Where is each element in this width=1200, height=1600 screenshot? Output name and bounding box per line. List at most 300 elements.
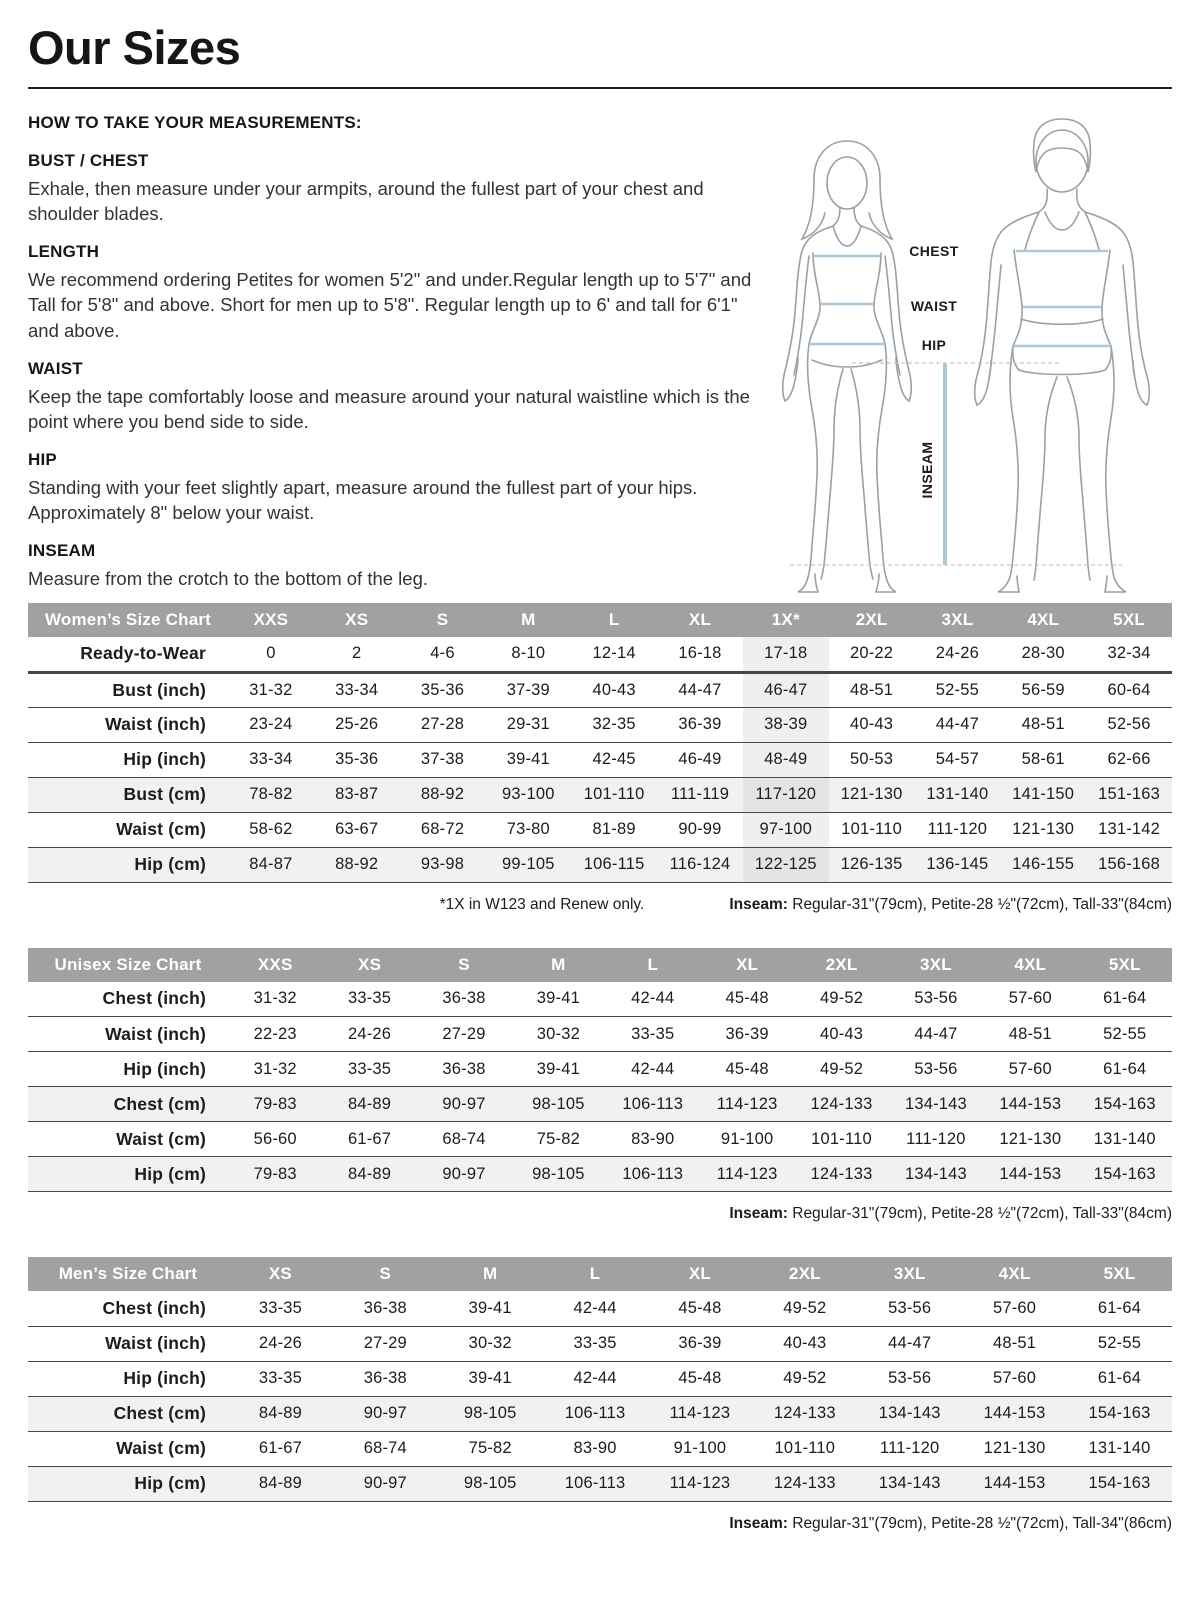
table-cell: 40-43 [794, 1017, 888, 1052]
section-title: HIP [28, 450, 57, 470]
row-label: Hip (inch) [28, 1052, 228, 1087]
table-row [28, 1396, 1172, 1431]
table-cell: 36-38 [333, 1291, 438, 1326]
table-cell: 44-47 [889, 1017, 983, 1052]
table-cell: 111-119 [657, 777, 743, 812]
section-title: LENGTH [28, 242, 100, 262]
table-cell: 144-153 [983, 1157, 1077, 1192]
table-cell: 88-92 [400, 777, 486, 812]
table-cell: 121-130 [1000, 812, 1086, 847]
table-cell: 144-153 [962, 1396, 1067, 1431]
table-cell: 52-56 [1086, 707, 1172, 742]
table-cell: 27-29 [333, 1326, 438, 1361]
table-cell: 134-143 [857, 1396, 962, 1431]
column-header: 1X* [743, 603, 829, 637]
table-cell: 121-130 [829, 777, 915, 812]
inseam-values: Regular-31"(79cm), Petite-28 ½"(72cm), Tall-33"(84cm) [787, 1205, 1172, 1222]
column-header: XS [322, 948, 416, 982]
table-cell: 106-113 [606, 1157, 700, 1192]
column-header: L [543, 1257, 648, 1291]
column-header: S [333, 1257, 438, 1291]
table-cell: 30-32 [438, 1326, 543, 1361]
table-cell: 39-41 [438, 1291, 543, 1326]
table-cell: 91-100 [648, 1431, 753, 1466]
table-cell: 58-62 [228, 812, 314, 847]
table-cell: 44-47 [657, 672, 743, 707]
column-header: M [438, 1257, 543, 1291]
table-cell: 44-47 [915, 707, 1001, 742]
table-cell: 57-60 [962, 1291, 1067, 1326]
table-row [28, 1087, 1172, 1122]
table-cell: 29-31 [485, 707, 571, 742]
table-cell: 98-105 [511, 1157, 605, 1192]
table-cell: 8-10 [485, 637, 571, 672]
table-cell: 57-60 [983, 982, 1077, 1017]
table-cell: 141-150 [1000, 777, 1086, 812]
table-cell: 36-38 [417, 982, 511, 1017]
table-cell: 33-35 [228, 1361, 333, 1396]
table-row [28, 777, 1172, 812]
measurement-section [28, 242, 773, 342]
table-cell: 54-57 [915, 742, 1001, 777]
table-title: Unisex Size Chart [28, 948, 228, 982]
table-cell: 68-72 [400, 812, 486, 847]
table-cell: 121-130 [983, 1122, 1077, 1157]
table-cell: 40-43 [752, 1326, 857, 1361]
table-cell: 36-38 [333, 1361, 438, 1396]
table-cell: 106-113 [543, 1396, 648, 1431]
table-cell: 68-74 [333, 1431, 438, 1466]
table-cell: 73-80 [485, 812, 571, 847]
table-cell: 53-56 [889, 1052, 983, 1087]
row-label: Waist (inch) [28, 1017, 228, 1052]
row-label: Hip (cm) [28, 1157, 228, 1192]
instructions-column [28, 113, 773, 592]
column-header: XXS [228, 948, 322, 982]
table-cell: 117-120 [743, 777, 829, 812]
table-cell: 33-35 [322, 982, 416, 1017]
column-header: XXS [228, 603, 314, 637]
table-cell: 68-74 [417, 1122, 511, 1157]
table-cell: 101-110 [829, 812, 915, 847]
table-cell: 45-48 [700, 982, 794, 1017]
table-cell: 146-155 [1000, 847, 1086, 882]
inseam-values: Regular-31"(79cm), Petite-28 ½"(72cm), Tall-33"(84cm) [787, 895, 1172, 913]
column-header: 3XL [915, 603, 1001, 637]
inseam-footnote [729, 896, 1172, 914]
table-row [28, 982, 1172, 1017]
table-cell: 49-52 [752, 1291, 857, 1326]
table-cell: 131-140 [915, 777, 1001, 812]
table-cell: 98-105 [511, 1087, 605, 1122]
section-body: Standing with your feet slightly apart, measure around the fullest part of your hips. Approximately 8" below your waist. [28, 477, 698, 524]
table-cell: 35-36 [400, 672, 486, 707]
table-cell: 90-97 [333, 1396, 438, 1431]
table-row [28, 742, 1172, 777]
column-header: XL [648, 1257, 753, 1291]
measurement-section [28, 541, 773, 591]
chest-label: CHEST [909, 243, 959, 259]
table-cell: 35-36 [314, 742, 400, 777]
column-header: 5XL [1078, 948, 1172, 982]
table-cell: 75-82 [511, 1122, 605, 1157]
table-cell: 37-38 [400, 742, 486, 777]
waist-label: WAIST [910, 298, 958, 314]
table-cell: 45-48 [648, 1291, 753, 1326]
table-cell: 40-43 [829, 707, 915, 742]
table-cell: 48-51 [962, 1326, 1067, 1361]
table-cell: 131-140 [1078, 1122, 1172, 1157]
table-row [28, 672, 1172, 707]
row-label: Chest (inch) [28, 982, 228, 1017]
header-row [28, 1257, 1172, 1291]
table-cell: 124-133 [794, 1087, 888, 1122]
inseam-label: Inseam: [729, 1514, 788, 1532]
table-cell: 56-59 [1000, 672, 1086, 707]
row-label: Waist (inch) [28, 1326, 228, 1361]
row-label: Chest (inch) [28, 1291, 228, 1326]
table-cell: 4-6 [400, 637, 486, 672]
table-cell: 44-47 [857, 1326, 962, 1361]
table-cell: 48-49 [743, 742, 829, 777]
table-cell: 106-113 [543, 1466, 648, 1501]
table-cell: 53-56 [889, 982, 983, 1017]
table-cell: 42-44 [606, 982, 700, 1017]
table-row [28, 637, 1172, 672]
row-label: Bust (inch) [28, 672, 228, 707]
table-cell: 114-123 [648, 1396, 753, 1431]
table-cell: 46-47 [743, 672, 829, 707]
table-cell: 98-105 [438, 1396, 543, 1431]
table-cell: 101-110 [571, 777, 657, 812]
measurement-section [28, 359, 773, 434]
inseam-label: Inseam: [729, 895, 788, 913]
inseam-label: Inseam: [729, 1205, 788, 1222]
row-label: Chest (cm) [28, 1396, 228, 1431]
table-cell: 154-163 [1078, 1087, 1172, 1122]
table-cell: 39-41 [511, 1052, 605, 1087]
table-cell: 91-100 [700, 1122, 794, 1157]
table-footnote [28, 1205, 1172, 1223]
column-header: L [606, 948, 700, 982]
inseam-footnote [729, 1515, 1172, 1533]
table-cell: 60-64 [1086, 672, 1172, 707]
table-row [28, 707, 1172, 742]
table-cell: 84-89 [322, 1157, 416, 1192]
table-cell: 154-163 [1067, 1466, 1172, 1501]
size-table [28, 603, 1172, 883]
section-body: Measure from the crotch to the bottom of the leg. [28, 568, 429, 590]
table-cell: 61-64 [1067, 1361, 1172, 1396]
table-cell: 134-143 [889, 1087, 983, 1122]
body-figures-illustration [742, 113, 1172, 595]
table-cell: 124-133 [752, 1396, 857, 1431]
header-row [28, 948, 1172, 982]
table-cell: 93-100 [485, 777, 571, 812]
table-cell: 111-120 [915, 812, 1001, 847]
table-cell: 124-133 [752, 1466, 857, 1501]
table-cell: 22-23 [228, 1017, 322, 1052]
table-cell: 61-64 [1078, 1052, 1172, 1087]
column-header: 3XL [889, 948, 983, 982]
table-cell: 30-32 [511, 1017, 605, 1052]
table-row [28, 1291, 1172, 1326]
table-cell: 33-34 [314, 672, 400, 707]
table-row [28, 1157, 1172, 1192]
table-cell: 131-140 [1067, 1431, 1172, 1466]
table-cell: 38-39 [743, 707, 829, 742]
table-cell: 56-60 [228, 1122, 322, 1157]
table-cell: 151-163 [1086, 777, 1172, 812]
table-cell: 45-48 [648, 1361, 753, 1396]
hip-label: HIP [921, 337, 947, 353]
table-cell: 111-120 [857, 1431, 962, 1466]
column-header: L [571, 603, 657, 637]
table-cell: 12-14 [571, 637, 657, 672]
row-label: Hip (cm) [28, 1466, 228, 1501]
table-cell: 57-60 [983, 1052, 1077, 1087]
column-header: M [485, 603, 571, 637]
inseam-footnote [729, 1205, 1172, 1223]
table-cell: 97-100 [743, 812, 829, 847]
inseam-values: Regular-31"(79cm), Petite-28 ½"(72cm), Tall-34"(86cm) [787, 1514, 1172, 1532]
table-cell: 144-153 [962, 1466, 1067, 1501]
table-cell: 48-51 [829, 672, 915, 707]
table-cell: 48-51 [1000, 707, 1086, 742]
table-cell: 114-123 [700, 1087, 794, 1122]
row-label: Waist (cm) [28, 1122, 228, 1157]
table-cell: 36-39 [700, 1017, 794, 1052]
table-cell: 42-44 [543, 1291, 648, 1326]
table-cell: 106-113 [606, 1087, 700, 1122]
table-cell: 79-83 [228, 1087, 322, 1122]
row-label: Chest (cm) [28, 1087, 228, 1122]
table-cell: 84-87 [228, 847, 314, 882]
page-title: Our Sizes [28, 21, 241, 74]
header-row [28, 603, 1172, 637]
table-cell: 46-49 [657, 742, 743, 777]
table-cell: 134-143 [889, 1157, 983, 1192]
table-cell: 52-55 [915, 672, 1001, 707]
table-row [28, 847, 1172, 882]
table-cell: 61-67 [322, 1122, 416, 1157]
table-row [28, 1122, 1172, 1157]
table-row [28, 812, 1172, 847]
column-header: 5XL [1086, 603, 1172, 637]
table-cell: 33-35 [322, 1052, 416, 1087]
table-cell: 33-35 [228, 1291, 333, 1326]
table-cell: 27-29 [417, 1017, 511, 1052]
table-cell: 93-98 [400, 847, 486, 882]
table-cell: 31-32 [228, 1052, 322, 1087]
section-body: We recommend ordering Petites for women 5'2" and under.Regular length up to 5'7" and Tall for 5'8" and above. Short for men up to 5'8". Regular length up to 6' and tall for 6'1" and above. [28, 269, 752, 341]
table-row [28, 1017, 1172, 1052]
table-cell: 52-55 [1078, 1017, 1172, 1052]
section-title: WAIST [28, 358, 83, 378]
table-cell: 0 [228, 637, 314, 672]
title-divider [28, 87, 1172, 89]
table-cell: 61-64 [1078, 982, 1172, 1017]
size-table [28, 948, 1172, 1193]
table-cell: 134-143 [857, 1466, 962, 1501]
column-header: 2XL [752, 1257, 857, 1291]
table-cell: 83-87 [314, 777, 400, 812]
row-label: Waist (cm) [28, 812, 228, 847]
table-cell: 78-82 [228, 777, 314, 812]
row-label: Waist (inch) [28, 707, 228, 742]
table-row [28, 1466, 1172, 1501]
female-figure-outline [783, 141, 912, 592]
table-cell: 81-89 [571, 812, 657, 847]
row-label: Bust (cm) [28, 777, 228, 812]
table-cell: 98-105 [438, 1466, 543, 1501]
table-cell: 24-26 [915, 637, 1001, 672]
table-cell: 32-34 [1086, 637, 1172, 672]
table-cell: 122-125 [743, 847, 829, 882]
table-cell: 42-44 [606, 1052, 700, 1087]
table-cell: 49-52 [794, 982, 888, 1017]
table-cell: 36-39 [657, 707, 743, 742]
table-cell: 37-39 [485, 672, 571, 707]
table-cell: 154-163 [1078, 1157, 1172, 1192]
table-cell: 116-124 [657, 847, 743, 882]
table-cell: 144-153 [983, 1087, 1077, 1122]
column-header: XS [228, 1257, 333, 1291]
table-cell: 52-55 [1067, 1326, 1172, 1361]
measurement-section [28, 151, 773, 226]
table-cell: 39-41 [438, 1361, 543, 1396]
womens-size-chart [28, 603, 1172, 914]
table-cell: 25-26 [314, 707, 400, 742]
table-cell: 24-26 [228, 1326, 333, 1361]
table-cell: 45-48 [700, 1052, 794, 1087]
table-cell: 83-90 [606, 1122, 700, 1157]
table-cell: 136-145 [915, 847, 1001, 882]
unisex-size-chart [28, 948, 1172, 1224]
table-cell: 49-52 [752, 1361, 857, 1396]
instruction-sections [28, 151, 773, 592]
table-row [28, 1361, 1172, 1396]
table-cell: 126-135 [829, 847, 915, 882]
section-title: INSEAM [28, 541, 96, 561]
table-cell: 62-66 [1086, 742, 1172, 777]
measurement-section [28, 450, 773, 525]
table-cell: 17-18 [743, 637, 829, 672]
column-header: 4XL [1000, 603, 1086, 637]
size-table [28, 1257, 1172, 1502]
table-cell: 57-60 [962, 1361, 1067, 1396]
table-cell: 61-64 [1067, 1291, 1172, 1326]
table-cell: 58-61 [1000, 742, 1086, 777]
table-cell: 39-41 [511, 982, 605, 1017]
table-cell: 40-43 [571, 672, 657, 707]
section-body: Keep the tape comfortably loose and measure around your natural waistline which is the point where you bend side to side. [28, 385, 750, 432]
table-cell: 75-82 [438, 1431, 543, 1466]
table-cell: 48-51 [983, 1017, 1077, 1052]
table-cell: 111-120 [889, 1122, 983, 1157]
row-label: Waist (cm) [28, 1431, 228, 1466]
table-cell: 99-105 [485, 847, 571, 882]
row-label: Hip (cm) [28, 847, 228, 882]
table-cell: 101-110 [794, 1122, 888, 1157]
table-row [28, 1431, 1172, 1466]
table-cell: 39-41 [485, 742, 571, 777]
table-cell: 90-97 [417, 1087, 511, 1122]
table-cell: 33-35 [543, 1326, 648, 1361]
column-header: 4XL [983, 948, 1077, 982]
column-header: M [511, 948, 605, 982]
table-cell: 63-67 [314, 812, 400, 847]
inseam-label: INSEAM [919, 441, 935, 499]
table-cell: 79-83 [228, 1157, 322, 1192]
measurement-diagram [742, 113, 1172, 595]
column-header: 2XL [829, 603, 915, 637]
section-title: BUST / CHEST [28, 151, 149, 170]
column-header: XL [700, 948, 794, 982]
table-cell: 53-56 [857, 1361, 962, 1396]
footnote-asterisk: *1X in W123 and Renew only. [439, 895, 645, 913]
table-cell: 2 [314, 637, 400, 672]
table-cell: 53-56 [857, 1291, 962, 1326]
measurement-guide [28, 113, 1172, 597]
table-cell: 84-89 [322, 1087, 416, 1122]
table-cell: 27-28 [400, 707, 486, 742]
table-cell: 90-97 [333, 1466, 438, 1501]
table-title: Men’s Size Chart [28, 1257, 228, 1291]
section-body: Exhale, then measure under your armpits, around the fullest part of your chest and shoulder blades. [28, 178, 704, 225]
table-cell: 156-168 [1086, 847, 1172, 882]
table-cell: 49-52 [794, 1052, 888, 1087]
table-row [28, 1052, 1172, 1087]
table-cell: 36-39 [648, 1326, 753, 1361]
row-label: Ready-to-Wear [28, 637, 228, 672]
size-tables [28, 603, 1172, 1533]
table-row [28, 1326, 1172, 1361]
table-cell: 84-89 [228, 1466, 333, 1501]
table-cell: 24-26 [322, 1017, 416, 1052]
column-header: 4XL [962, 1257, 1067, 1291]
table-cell: 83-90 [543, 1431, 648, 1466]
table-cell: 31-32 [228, 672, 314, 707]
table-cell: 106-115 [571, 847, 657, 882]
table-cell: 88-92 [314, 847, 400, 882]
column-header: XL [657, 603, 743, 637]
table-cell: 101-110 [752, 1431, 857, 1466]
column-header: 5XL [1067, 1257, 1172, 1291]
table-cell: 42-45 [571, 742, 657, 777]
table-footnote [28, 896, 1172, 914]
table-title: Women’s Size Chart [28, 603, 228, 637]
table-cell: 124-133 [794, 1157, 888, 1192]
table-cell: 28-30 [1000, 637, 1086, 672]
table-cell: 121-130 [962, 1431, 1067, 1466]
table-cell: 154-163 [1067, 1396, 1172, 1431]
table-footnote [28, 1515, 1172, 1533]
table-cell: 33-34 [228, 742, 314, 777]
table-cell: 114-123 [648, 1466, 753, 1501]
table-cell: 114-123 [700, 1157, 794, 1192]
table-cell: 42-44 [543, 1361, 648, 1396]
column-header: XS [314, 603, 400, 637]
table-cell: 32-35 [571, 707, 657, 742]
column-header: S [417, 948, 511, 982]
table-cell: 90-97 [417, 1157, 511, 1192]
table-cell: 131-142 [1086, 812, 1172, 847]
table-cell: 90-99 [657, 812, 743, 847]
table-cell: 16-18 [657, 637, 743, 672]
mens-size-chart [28, 1257, 1172, 1533]
table-cell: 23-24 [228, 707, 314, 742]
